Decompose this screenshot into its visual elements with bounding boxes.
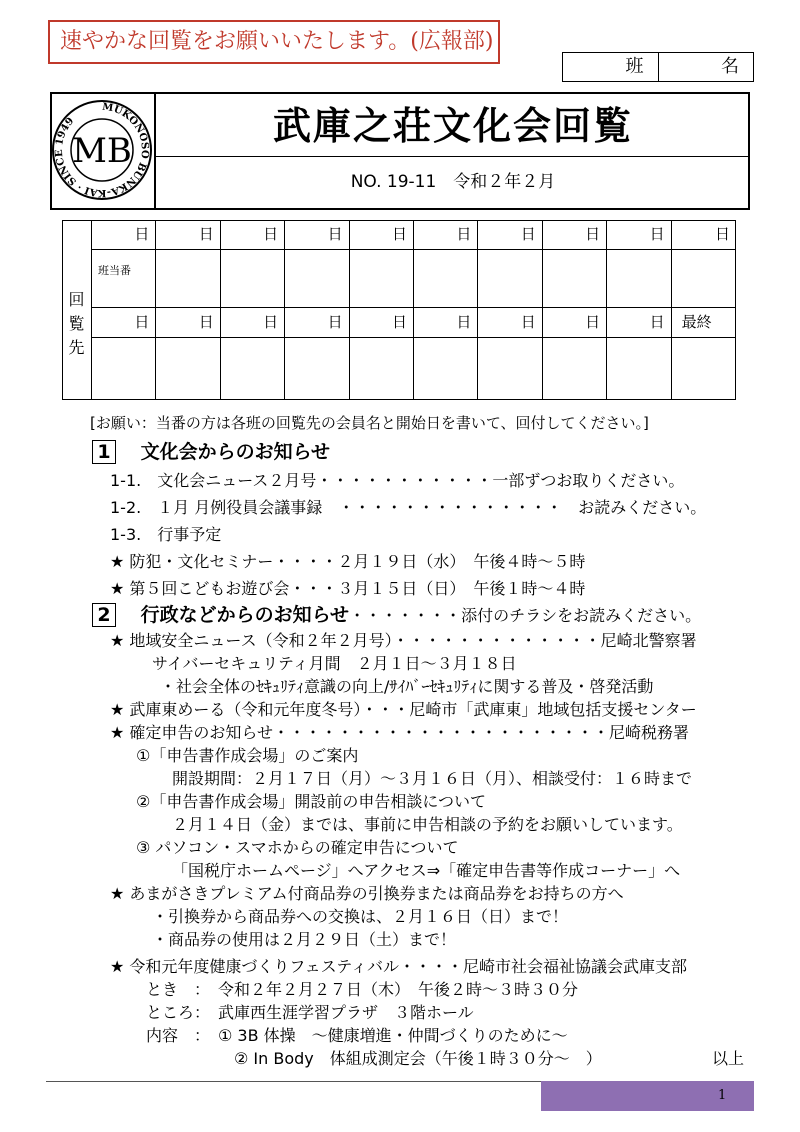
day-cell[interactable]: 日 xyxy=(221,308,285,338)
title-divider xyxy=(156,156,750,157)
member-cell[interactable] xyxy=(607,250,671,308)
section1-heading: 1 文化会からのお知らせ xyxy=(92,440,330,464)
s2-line: ２月１４日（金）までは、事前に申告相談の予約をお願いしています。 xyxy=(172,815,683,834)
s2-line: ・引換券から商品券への交換は、２月１６日（日）まで！ xyxy=(152,907,569,926)
member-cell[interactable] xyxy=(350,250,414,308)
member-cell[interactable] xyxy=(672,250,736,308)
schedule-item: ★ 第５回こどもお遊び会・・・３月１５日（日） 午後１時～４時 xyxy=(110,579,586,598)
day-cell[interactable]: 日 xyxy=(672,220,736,250)
s2-line: ★ 武庫東めーる（令和元年度冬号）・・・尼崎市「武庫東」地域包括支援センター xyxy=(110,700,697,719)
routing-side-label: 回 覧 先 xyxy=(62,220,92,400)
day-cell[interactable]: 日 xyxy=(92,220,156,250)
s2-line: ②「申告書作成会場」開設前の申告相談について xyxy=(136,792,487,811)
day-cell[interactable]: 日 xyxy=(285,220,349,250)
issue-line: NO. 19-11 令和２年２月 xyxy=(350,172,556,192)
s2-line: 「国税庁ホームページ」へアクセス⇒「確定申告書等作成コーナー」へ xyxy=(172,861,681,880)
day-cell[interactable]: 日 xyxy=(478,308,542,338)
member-cell[interactable] xyxy=(92,338,156,400)
s2-line: サイバーセキュリティ月間 ２月１日～３月１８日 xyxy=(152,654,517,673)
page-number: 1 xyxy=(718,1088,727,1103)
day-cell[interactable]: 日 xyxy=(414,220,478,250)
s2-line: 開設期間：２月１７日（月）～３月１６日（月）、相談受付：１６時まで xyxy=(172,769,693,788)
member-cell[interactable] xyxy=(414,338,478,400)
han-name-box xyxy=(562,52,754,82)
schedule-item: ★ 防犯・文化セミナー・・・・２月１９日（水） 午後４時～５時 xyxy=(110,552,586,571)
member-cell[interactable] xyxy=(478,250,542,308)
member-cell[interactable] xyxy=(414,250,478,308)
s2-line: ★ あまがさきプレミアム付商品券の引換券または商品券をお持ちの方へ xyxy=(110,884,624,903)
s1-item: 1-3. 行事予定 xyxy=(110,525,222,544)
member-cell[interactable] xyxy=(607,338,671,400)
day-cell[interactable]: 日 xyxy=(478,220,542,250)
s2-line: ★ 確定申告のお知らせ・・・・・・・・・・・・・・・・・・・・・尼崎税務署 xyxy=(110,723,689,742)
closing-mark: 以上 xyxy=(712,1049,745,1068)
logo-initials: MB xyxy=(72,131,132,171)
member-cell[interactable] xyxy=(221,250,285,308)
day-cell[interactable]: 日 xyxy=(156,308,220,338)
name-label: 名 xyxy=(658,53,754,81)
member-cell[interactable] xyxy=(156,250,220,308)
member-cell[interactable] xyxy=(672,338,736,400)
day-cell[interactable]: 日 xyxy=(543,308,607,338)
day-cell[interactable]: 日 xyxy=(414,308,478,338)
member-cell[interactable] xyxy=(350,338,414,400)
day-cell[interactable]: 最終 xyxy=(672,308,736,338)
logo-cell xyxy=(50,92,156,210)
s2-line: ③ パソコン・スマホからの確定申告について xyxy=(136,838,459,857)
s1-item: 1-1. 文化会ニュース２月号・・・・・・・・・・・一部ずつお取りください。 xyxy=(110,471,685,490)
day-cell[interactable]: 日 xyxy=(156,220,220,250)
day-cell[interactable]: 日 xyxy=(285,308,349,338)
member-cell[interactable] xyxy=(478,338,542,400)
member-cell[interactable] xyxy=(285,338,349,400)
s1-item: 1-2. １月 月例役員会議事録 ・・・・・・・・・・・・・・ お読みください。 xyxy=(110,498,707,517)
s2-line: ・社会全体のｾｷｭﾘﾃｨ意識の向上/ｻｲﾊﾞｰｾｷｭﾘﾃｨに関する普及・啓発活動 xyxy=(160,677,654,696)
s2-line: ② In Body 体組成測定会（午後１時３０分～ ） xyxy=(234,1049,602,1068)
request-text: [お願い：当番の方は各班の回覧先の会員名と開始日を書いて、回付してください。] xyxy=(90,414,649,432)
s2-line: ★ 地域安全ニュース（令和２年２月号）・・・・・・・・・・・・・尼崎北警察署 xyxy=(110,631,697,650)
s2-line: ところ： 武庫西生涯学習プラザ ３階ホール xyxy=(146,1003,474,1022)
member-cell[interactable] xyxy=(543,250,607,308)
day-cell[interactable]: 日 xyxy=(607,220,671,250)
day-cell[interactable]: 日 xyxy=(543,220,607,250)
duty-cell[interactable]: 班当番 xyxy=(92,250,156,308)
day-cell[interactable]: 日 xyxy=(92,308,156,338)
request-note: 速やかな回覧をお願いいたします。(広報部) xyxy=(48,20,500,64)
day-cell[interactable]: 日 xyxy=(221,220,285,250)
page-title: 武庫之荘文化会回覧 xyxy=(272,104,633,148)
s2-line: 内容 ： ① 3B 体操 ～健康増進・仲間づくりのために～ xyxy=(146,1026,568,1045)
member-cell[interactable] xyxy=(285,250,349,308)
mb-logo-icon xyxy=(50,92,154,208)
member-cell[interactable] xyxy=(156,338,220,400)
section2-heading: 2 行政などからのお知らせ・・・・・・・添付のチラシをお読みください。 xyxy=(92,603,701,627)
day-cell[interactable]: 日 xyxy=(350,308,414,338)
han-label: 班 xyxy=(625,56,644,77)
logo-ring-text: MUKONOSO BUNKA-KAI · SINCE 1949 xyxy=(53,101,151,199)
member-cell[interactable] xyxy=(543,338,607,400)
s2-line: ★ 令和元年度健康づくりフェスティバル・・・・尼崎市社会福祉協議会武庫支部 xyxy=(110,957,688,976)
s2-line: ・商品券の使用は２月２９日（土）まで！ xyxy=(152,930,457,949)
member-cell[interactable] xyxy=(221,338,285,400)
day-cell[interactable]: 日 xyxy=(350,220,414,250)
day-cell[interactable]: 日 xyxy=(607,308,671,338)
s2-line: とき ： 令和２年２月２７日（木） 午後２時～３時３０分 xyxy=(146,980,579,999)
s2-line: ①「申告書作成会場」のご案内 xyxy=(136,746,359,765)
